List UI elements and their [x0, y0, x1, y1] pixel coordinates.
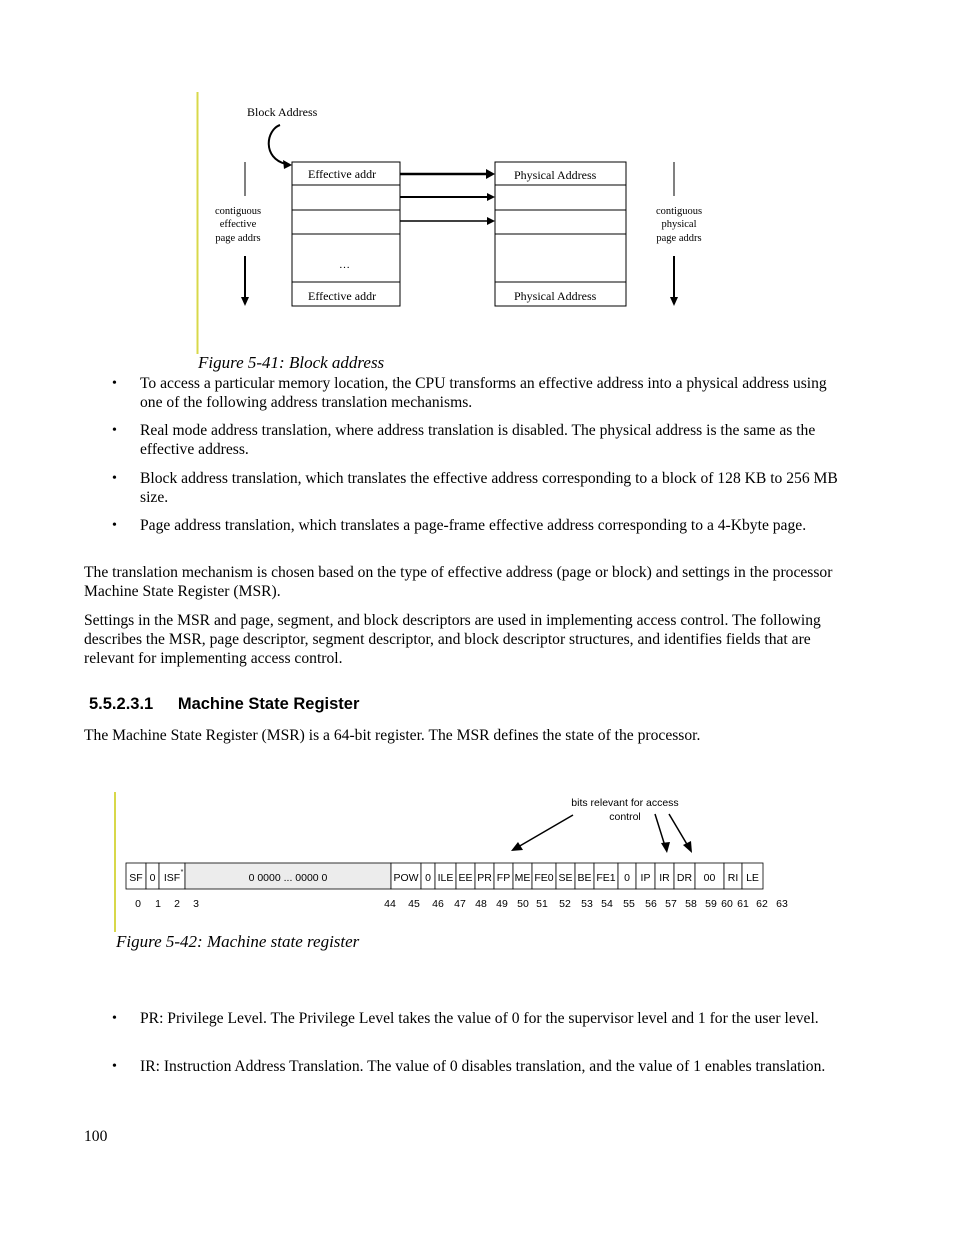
paragraph: Settings in the MSR and page, segment, and block descriptors are used in implementing access control. The following describes the MSR, page descriptor, segment descriptor, and block descriptor structures, and identifies fields that are relevant for implementing access control.	[84, 612, 821, 667]
bit-number: 49	[496, 898, 508, 910]
bit-number: 0	[135, 898, 141, 910]
bullet-text: Block address translation, which translates the effective address corresponding to a block of 128 KB to 256 MB size.	[140, 470, 838, 506]
ellipsis: …	[339, 259, 350, 271]
effective-addr-top: Effective addr	[308, 167, 377, 181]
annotation-line-2: control	[609, 811, 641, 823]
section-number: 5.5.2.3.1	[89, 695, 154, 713]
bit-number: 51	[536, 898, 548, 910]
contiguous-effective-1: contiguous	[214, 206, 262, 217]
msr-field-label: ILE	[437, 872, 454, 884]
msr-field-label: SF	[129, 872, 143, 884]
bullet-marker: •	[112, 1011, 117, 1026]
bit-number: 63	[776, 898, 788, 910]
bit-number: 55	[623, 898, 635, 910]
bullet-marker: •	[112, 376, 117, 391]
msr-field-label: 0 0000 ... 0000 0	[248, 872, 328, 884]
physical-address-bottom: Physical Address	[514, 289, 597, 303]
msr-field-label: FE1	[596, 872, 616, 884]
figure-block-address	[196, 92, 726, 354]
msr-field-label: PR	[477, 872, 492, 884]
page-number: 100	[84, 1128, 108, 1145]
section-title: Machine State Register	[177, 695, 360, 713]
paragraph: The translation mechanism is chosen based on the type of effective address (page or block) and settings in the processor Machine State Register (MSR).	[84, 564, 833, 600]
annotation-line-1: bits relevant for access	[571, 797, 679, 809]
bit-number: 52	[559, 898, 571, 910]
block-address-diagram	[196, 92, 726, 354]
contiguous-physical-3: page addrs	[656, 233, 702, 244]
bit-number: 50	[517, 898, 529, 910]
contiguous-physical-2: physical	[661, 219, 697, 230]
figure-caption-1: Figure 5-41: Block address	[198, 353, 385, 372]
bit-number: 47	[454, 898, 466, 910]
bullet-marker: •	[112, 518, 117, 533]
bit-number: 1	[155, 898, 161, 910]
msr-field-label: FE0	[534, 872, 554, 884]
bit-number: 53	[581, 898, 593, 910]
bit-number: 60	[721, 898, 733, 910]
section-heading	[89, 695, 359, 714]
msr-field-label: ME	[514, 872, 531, 884]
contiguous-physical-1: contiguous	[655, 206, 703, 217]
msr-field-label: 0	[149, 872, 156, 884]
bit-number: 45	[408, 898, 420, 910]
bit-number: 2	[174, 898, 180, 910]
block-address-arrow	[269, 125, 286, 164]
msr-field-label: BE	[577, 872, 592, 884]
msr-field-label: IP	[640, 872, 651, 884]
register-fields	[126, 863, 763, 889]
bullet-text: Real mode address translation, where address translation is disabled. The physical address is the same as the effective address.	[140, 422, 816, 458]
bullet-text: Page address translation, which translates a page-frame effective address corresponding to a 4-Kbyte page.	[140, 517, 807, 534]
contiguous-effective-2: effective	[219, 219, 257, 230]
msr-field-label: IR	[659, 872, 670, 884]
msr-field-label: 0	[425, 872, 431, 884]
bullet-marker: •	[112, 423, 117, 438]
msr-field-label: DR	[676, 872, 693, 884]
bit-number: 58	[685, 898, 697, 910]
bit-number: 54	[601, 898, 613, 910]
bit-number: 59	[705, 898, 717, 910]
msr-field-label: POW	[393, 872, 419, 884]
figure-msr	[113, 790, 813, 932]
msr-field-label: SE	[558, 872, 573, 884]
msr-field-label: FP	[496, 872, 511, 884]
msr-field-label: RI	[727, 872, 739, 884]
bit-number: 48	[475, 898, 487, 910]
bullet-text: PR: Privilege Level. The Privilege Level takes the value of 0 for the supervisor level and 1 for the user level.	[140, 1010, 819, 1027]
paragraph: The Machine State Register (MSR) is a 64-bit register. The MSR defines the state of the processor.	[84, 727, 701, 744]
physical-address-top: Physical Address	[514, 168, 597, 182]
bit-number: 62	[756, 898, 768, 910]
bit-number: 56	[645, 898, 657, 910]
bullet-text: IR: Instruction Address Translation. The value of 0 disables translation, and the value of 1 enables translation.	[140, 1058, 826, 1075]
msr-field-label: LE	[746, 872, 759, 884]
msr-field-label: 0	[624, 872, 630, 884]
bit-number: 3	[193, 898, 199, 910]
contiguous-effective-3: page addrs	[215, 233, 261, 244]
bit-number: 61	[737, 898, 749, 910]
block-address-label: Block Address	[247, 105, 318, 119]
figure-caption-2: Figure 5-42: Machine state register	[116, 932, 360, 951]
bullet-text: To access a particular memory location, the CPU transforms an effective address into a physical address using one of the following address translation mechanisms.	[140, 375, 827, 411]
msr-field-label: EE	[458, 872, 473, 884]
bullet-marker: •	[112, 1059, 117, 1074]
effective-addr-bottom: Effective addr	[308, 289, 377, 303]
bit-numbers	[135, 898, 788, 910]
bit-number: 57	[665, 898, 677, 910]
bullet-marker: •	[112, 471, 117, 486]
msr-field-label: ISF	[163, 872, 181, 884]
isf-superscript: *	[180, 869, 184, 876]
msr-diagram	[113, 790, 813, 932]
bit-number: 46	[432, 898, 444, 910]
bit-number: 44	[384, 898, 396, 910]
msr-field-label: 00	[703, 872, 716, 884]
